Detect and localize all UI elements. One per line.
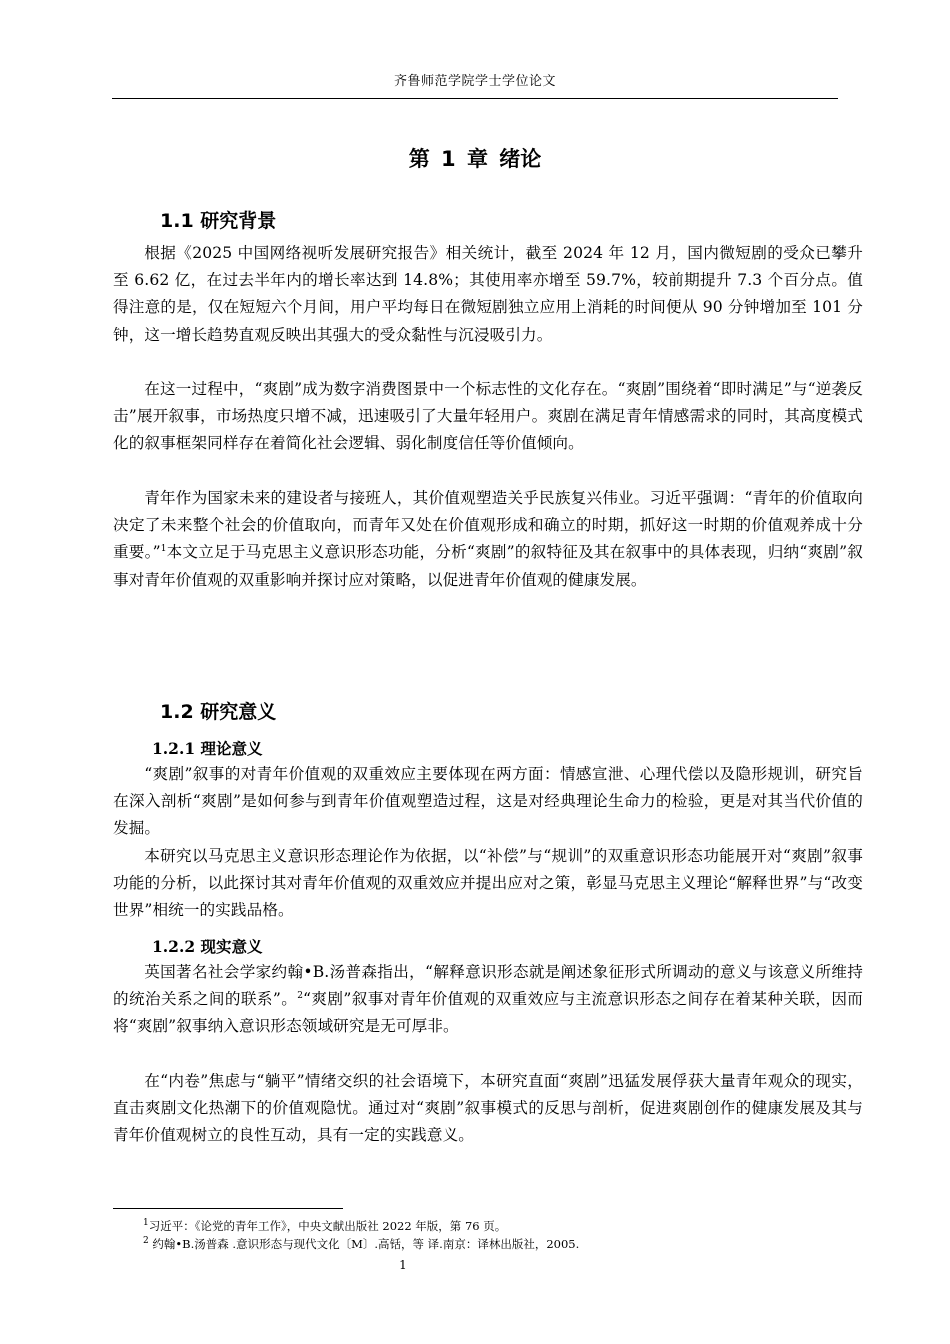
paragraph-background-3 <box>113 485 863 594</box>
paragraph-background-2: 在这一过程中，“爽剧”成为数字消费图景中一个标志性的文化存在。“爽剧”围绕着“即时满足”与“逆袭反击”展开叙事，市场热度只增不减，迅速吸引了大量年轻用户。爽剧在满足青年情感需求的同时，其高度模式化的叙事框架同样存在着简化社会逻辑、弱化制度信任等价值倾向。 <box>113 380 863 453</box>
chapter-title: 第 1 章 绪论 <box>408 147 542 171</box>
subsection-heading-1-2-1: 1.2.1 理论意义 <box>152 739 263 758</box>
running-header: 齐鲁师范学院学士学位论文 <box>393 74 556 89</box>
paragraph-text: 英国著名社会学家约翰•B.汤普森指出，“解释意识形态就是阐述象征形式所调动的意义与该意义所维持的统治关系之间的联系”。 <box>113 963 863 1009</box>
footnote-rule <box>113 1208 343 1209</box>
paragraph-practice-1 <box>113 959 863 1041</box>
footnote-mark: 1 <box>143 1218 149 1229</box>
footnote-text: 约翰•B.汤普森 .意识形态与现代文化〔M〕.高铦，等 译.南京：译林出版社，2005. <box>148 1237 580 1251</box>
footnote-1 <box>143 1218 506 1234</box>
paragraph-background-1: 根据《2025 中国网络视听发展研究报告》相关统计，截至 2024 年 12 月，国内微短剧的受众已攀升至 6.62 亿，在过去半年内的增长率达到 14.8%；其使用率亦增至 59.7%，较前期提升 7.3 个百分点。值得注意的是，仅在短短六个月间，用户平均每日在微短剧独立应用上消耗的时间便从 90 分钟增加至 101 分钟，这一增长趋势直观反映出其强大的受众黏性与沉浸吸引力。 <box>113 244 863 344</box>
footnote-text: 习近平：《论党的青年工作》，中央文献出版社 2022 年版，第 76 页。 <box>148 1219 507 1233</box>
paragraph-theory-1: “爽剧”叙事的对青年价值观的双重效应主要体现在两方面：情感宣泄、心理代偿以及隐形规训，研究旨在深入剖析“爽剧”是如何参与到青年价值观塑造过程，这是对经典理论生命力的检验，更是对其当代价值的发掘。 <box>113 765 863 838</box>
paragraph-text: 本文立足于马克思主义意识形态功能，分析“爽剧”的叙特征及其在叙事中的具体表现，归纳“爽剧”叙事对青年价值观的双重影响并探讨应对策略，以促进青年价值观的健康发展。 <box>113 543 863 589</box>
footnote-2 <box>143 1236 579 1252</box>
footnote-ref-1: 1 <box>160 544 167 555</box>
footnote-ref-2: 2 <box>297 991 304 1002</box>
header-rule <box>112 98 838 99</box>
paragraph-text: 青年作为国家未来的建设者与接班人，其价值观塑造关乎民族复兴伟业。习近平强调：“青年的价值取向决定了未来整个社会的价值取向，而青年又处在价值观形成和确立的时期，抓好这一时期的价值观养成十分重要。” <box>113 489 863 562</box>
subsection-heading-1-2-2: 1.2.2 现实意义 <box>152 937 263 956</box>
paragraph-text: “爽剧”叙事对青年价值观的双重效应与主流意识形态之间存在着某种关联，因而将“爽剧”叙事纳入意识形态领域研究是无可厚非。 <box>113 990 863 1036</box>
paragraph-theory-2: 本研究以马克思主义意识形态理论作为依据，以“补偿”与“规训”的双重意识形态功能展开对“爽剧”叙事功能的分析，以此探讨其对青年价值观的双重效应并提出应对之策，彰显马克思主义理论“解释世界”与“改变世界”相统一的实践品格。 <box>113 847 863 920</box>
page-number: 1 <box>399 1258 407 1272</box>
paragraph-practice-2: 在“内卷”焦虑与“躺平”情绪交织的社会语境下，本研究直面“爽剧”迅猛发展俘获大量青年观众的现实，直击爽剧文化热潮下的价值观隐忧。通过对“爽剧”叙事模式的反思与剖析，促进爽剧创作的健康发展及其与青年价值观树立的良性互动，具有一定的实践意义。 <box>113 1072 863 1145</box>
section-heading-1-2: 1.2 研究意义 <box>160 701 277 723</box>
footnote-mark: 2 <box>143 1236 149 1247</box>
section-heading-1-1: 1.1 研究背景 <box>160 210 277 232</box>
